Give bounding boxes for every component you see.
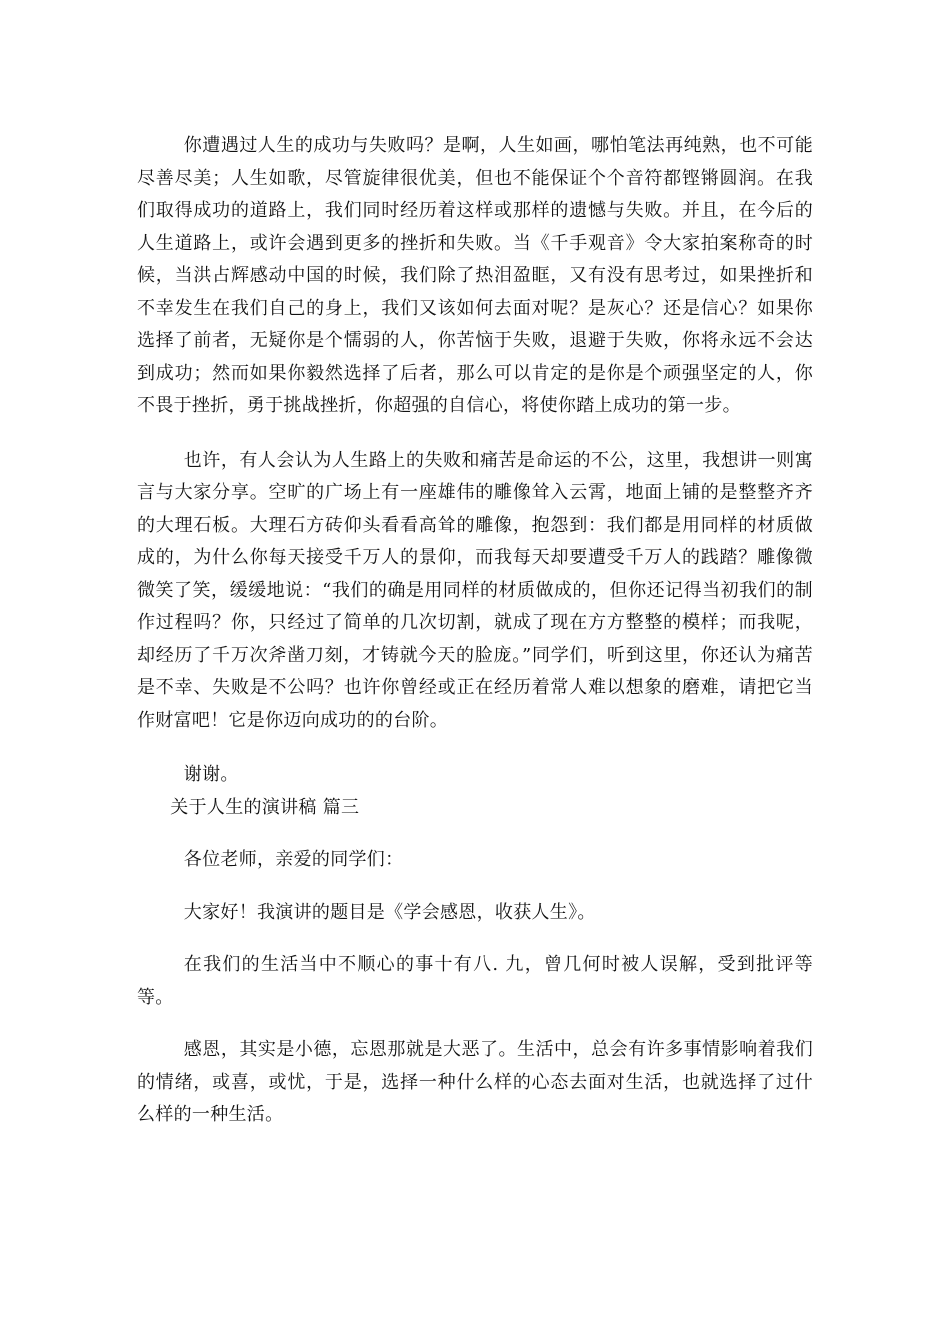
document-page [137,130,813,1132]
section-heading: 关于人生的演讲稿 篇三 [170,796,360,818]
paragraph-gratitude: 感恩，其实是小德，忘恩那就是大恶了。生活中，总会有许多事情影响着我们的情绪，或喜，或忧，于是，选择一种什么样的心态去面对生活，也就选择了过什么样的一种生活。 [137,1039,813,1125]
paragraph-speech-title: 大家好！我演讲的题目是《学会感恩，收获人生》。 [183,901,596,923]
paragraph-greeting: 各位老师，亲爱的同学们： [183,849,404,870]
paragraph-success-failure: 你遭遇过人生的成功与失败吗？是啊，人生如画，哪怕笔法再纯熟，也不可能尽善尽美；人生如歌，尽管旋律很优美，但也不能保证个个音符都铿锵圆润。在我们取得成功的道路上，我们同时经历着这样或那样的遗憾与失败。并且，在今后的人生道路上，或许会遇到更多的挫折和失败。当《千手观音》令大家拍案称奇的时候，当洪占辉感动中国的时候，我们除了热泪盈眶，又有没有思考过，如果挫折和不幸发生在我们自己的身上，我们又该如何去面对呢？是灰心？还是信心？如果你选择了前者，无疑你是个懦弱的人，你苦恼于失败，退避于失败，你将永远不会达到成功；然而如果你毅然选择了后者，那么可以肯定的是你是个顽强坚定的人，你不畏于挫折，勇于挑战挫折，你超强的自信心，将使你踏上成功的第一步。 [137,135,813,416]
paragraph-fable: 也许，有人会认为人生路上的失败和痛苦是命运的不公，这里，我想讲一则寓言与大家分享。空旷的广场上有一座雄伟的雕像耸入云霄，地面上铺的是整整齐齐的大理石板。大理石方砖仰头看看高耸的雕像，抱怨到：我们都是用同样的材质做成的，为什么你每天接受千万人的景仰，而我每天却要遭受千万人的践踏？雕像微微笑了笑，缓缓地说：“我们的确是用同样的材质做成的，但你还记得当初我们的制作过程吗？你，只经过了简单的几次切割，就成了现在方方整整的模样；而我呢，却经历了千万次斧凿刀刻，才铸就今天的脸庞。”同学们，听到这里，你还认为痛苦是不幸、失败是不公吗？也许你曾经或正在经历着常人难以想象的磨难，请把它当作财富吧！它是你迈向成功的的台阶。 [137,449,813,731]
paragraph-unpleasant-things: 在我们的生活当中不顺心的事十有八. 九，曾几何时被人误解，受到批评等等。 [137,954,813,1008]
paragraph-thanks: 谢谢。 [183,764,239,785]
